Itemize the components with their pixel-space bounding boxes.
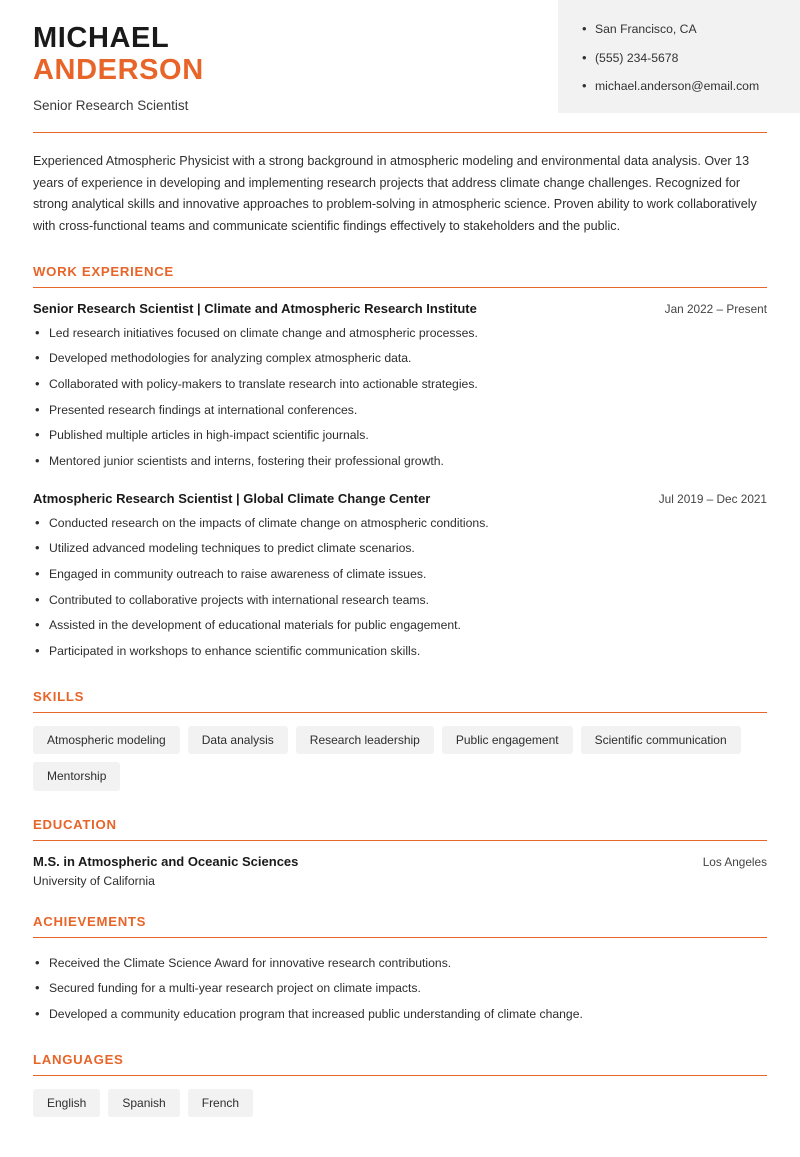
education-degree: M.S. in Atmospheric and Oceanic Sciences [33, 853, 299, 869]
skill-chip: Atmospheric modeling [33, 726, 180, 754]
job-bullet: • Mentored junior scientists and interns, fostering their professional growth. [33, 453, 767, 471]
achievement-list [33, 955, 767, 1024]
section-divider-education [33, 840, 767, 841]
contact-location: • San Francisco, CA [582, 22, 780, 37]
job-entry [33, 491, 767, 661]
job-dates: Jan 2022 – Present [664, 301, 767, 316]
contact-email: • michael.anderson@email.com [582, 79, 780, 94]
section-title-languages: LANGUAGES [33, 1051, 124, 1067]
job-bullet: • Assisted in the development of educational materials for public engagement. [33, 617, 767, 635]
job-bullet: • Engaged in community outreach to raise awareness of climate issues. [33, 566, 767, 584]
skill-chip: Research leadership [296, 726, 434, 754]
achievement-item: • Developed a community education program that increased public understanding of climate change. [33, 1006, 767, 1024]
job-bullet: • Led research initiatives focused on climate change and atmospheric processes. [33, 325, 767, 343]
job-role: Senior Research Scientist | Climate and Atmospheric Research Institute [33, 300, 477, 316]
skill-chip: Data analysis [188, 726, 288, 754]
section-divider-languages [33, 1075, 767, 1076]
achievement-item: • Secured funding for a multi-year research project on climate impacts. [33, 980, 767, 998]
language-chip: French [188, 1089, 253, 1117]
job-entry [33, 301, 767, 471]
skill-chip: Mentorship [33, 762, 120, 790]
section-divider-work [33, 287, 767, 288]
education-location: Los Angeles [702, 854, 767, 869]
job-bullet: • Participated in workshops to enhance scientific communication skills. [33, 643, 767, 661]
last-name: ANDERSON [33, 54, 204, 87]
header-job-title: Senior Research Scientist [33, 97, 189, 113]
skill-chip: Public engagement [442, 726, 573, 754]
job-header [33, 301, 767, 316]
contact-phone: • (555) 234-5678 [582, 51, 780, 66]
education-header [33, 854, 767, 869]
resume-header [0, 0, 800, 113]
job-bullet: • Conducted research on the impacts of climate change on atmospheric conditions. [33, 515, 767, 533]
section-education [33, 817, 767, 888]
section-divider-achievements [33, 937, 767, 938]
job-bullet: • Published multiple articles in high-impact scientific journals. [33, 427, 767, 445]
job-bullet: • Developed methodologies for analyzing complex atmospheric data. [33, 350, 767, 368]
professional-summary: Experienced Atmospheric Physicist with a strong background in atmospheric modeling and environmental data analysis. Over 13 years of experience in developing and implementing research projects that address climate change challenges. Recognized for strong analytical skills and innovative approaches to problem-solving in atmospheric science. Proven ability to work collaboratively with cross-functional teams and communicate scientific findings effectively to stakeholders and the public. [33, 153, 757, 233]
section-title-work: WORK EXPERIENCE [33, 263, 174, 279]
section-title-skills: SKILLS [33, 688, 85, 704]
job-bullet: • Presented research findings at international conferences. [33, 402, 767, 420]
skills-chip-list [33, 726, 767, 791]
header-divider [33, 132, 767, 133]
education-school: University of California [33, 873, 155, 888]
section-skills [33, 689, 767, 791]
job-bullets [33, 515, 767, 661]
job-header [33, 491, 767, 506]
job-bullet: • Utilized advanced modeling techniques to predict climate scenarios. [33, 540, 767, 558]
job-bullet: • Contributed to collaborative projects with international research teams. [33, 592, 767, 610]
skill-chip: Scientific communication [581, 726, 741, 754]
section-title-education: EDUCATION [33, 816, 117, 832]
language-chip: Spanish [108, 1089, 179, 1117]
section-divider-skills [33, 712, 767, 713]
section-title-achievements: ACHIEVEMENTS [33, 913, 147, 929]
section-work-experience [33, 264, 767, 661]
job-bullets [33, 325, 767, 471]
resume-body [0, 151, 800, 1157]
job-bullet: • Collaborated with policy-makers to translate research into actionable strategies. [33, 376, 767, 394]
language-chip: English [33, 1089, 100, 1117]
section-languages [33, 1052, 767, 1157]
job-role: Atmospheric Research Scientist | Global Climate Change Center [33, 490, 431, 506]
achievement-item: • Received the Climate Science Award for innovative research contributions. [33, 955, 767, 973]
education-entry [33, 854, 767, 888]
header-identity [0, 0, 558, 113]
contact-panel [558, 0, 800, 113]
first-name: MICHAEL [33, 22, 170, 54]
job-dates: Jul 2019 – Dec 2021 [658, 491, 767, 506]
contact-list [582, 22, 780, 94]
section-achievements [33, 914, 767, 1024]
languages-chip-list [33, 1089, 767, 1117]
